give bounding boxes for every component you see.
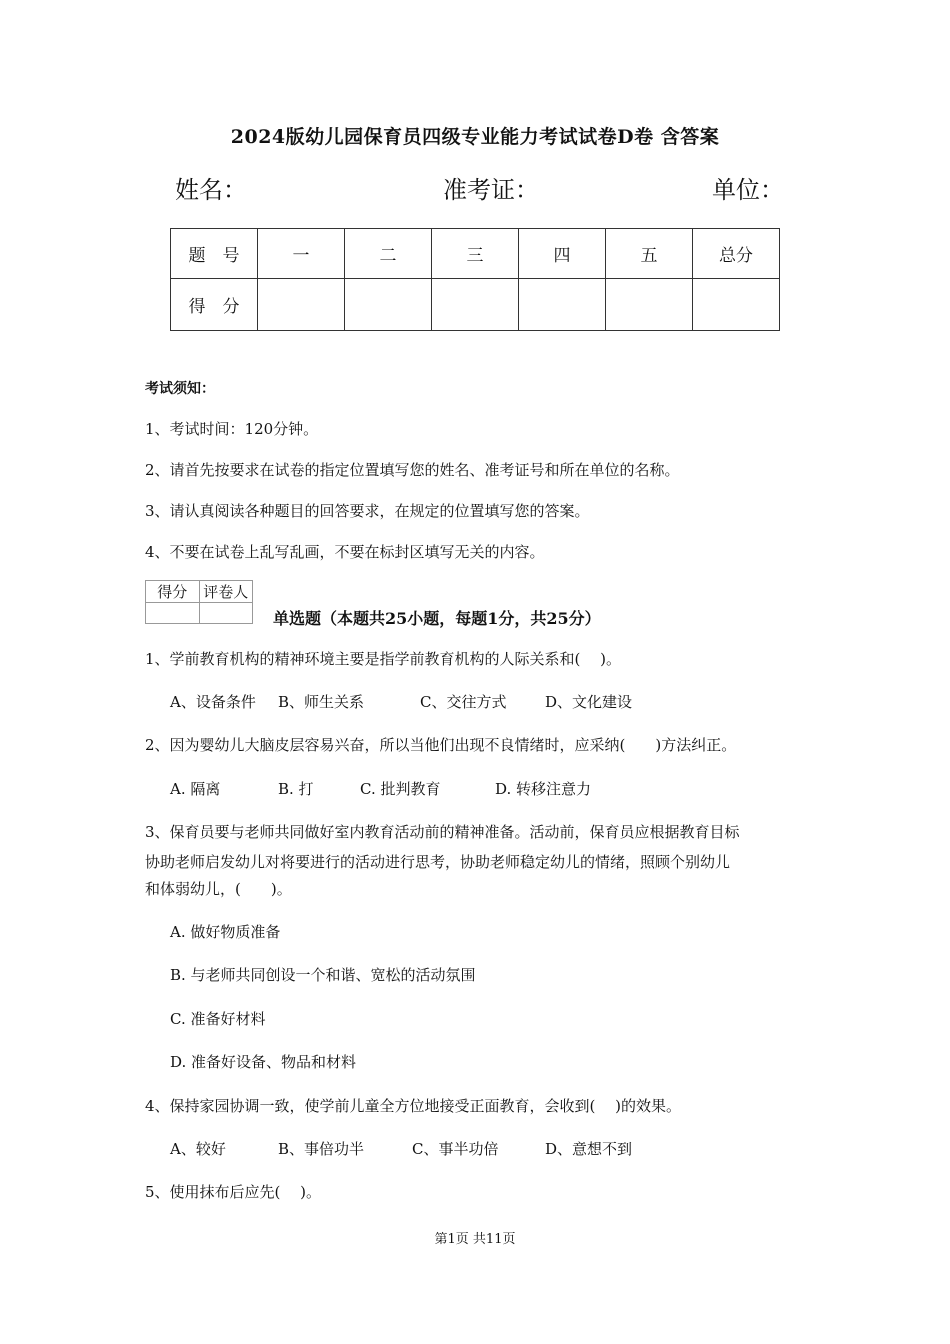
question-text-line: 和体弱幼儿，( )。 — [145, 880, 292, 898]
question-option[interactable]: C、事半功倍 — [412, 1140, 499, 1158]
score-table-cell: 得 分 — [171, 279, 258, 331]
question-option[interactable]: B、事倍功半 — [278, 1140, 365, 1158]
question-text-line: 协助老师启发幼儿对将要进行的活动进行思考，协助老师稳定幼儿的情绪，照顾个别幼儿 — [145, 853, 731, 871]
question-option[interactable]: A. 做好物质准备 — [170, 923, 281, 941]
score-table-score-row — [171, 279, 780, 331]
question-option[interactable]: D. 转移注意力 — [495, 780, 592, 798]
grader-box-grader-cell[interactable] — [199, 603, 253, 624]
score-input-cell[interactable] — [519, 279, 606, 331]
score-input-cell[interactable] — [432, 279, 519, 331]
score-table-header-row — [171, 229, 780, 279]
question-option[interactable]: B. 与老师共同创设一个和谐、宽松的活动氛围 — [170, 966, 476, 984]
score-table-cell: 五 — [606, 229, 693, 279]
section-title: 单选题（本题共25小题，每题1分，共25分） — [273, 609, 601, 628]
page-footer: 第1页 共11页 — [434, 1232, 516, 1247]
question-option[interactable]: D、文化建设 — [545, 693, 633, 711]
notice-title: 考试须知： — [145, 381, 215, 397]
question-option[interactable]: A. 隔离 — [170, 780, 221, 798]
score-input-cell[interactable] — [258, 279, 345, 331]
question-option[interactable]: C、交往方式 — [420, 693, 507, 711]
notice-item: 1、考试时间：120分钟。 — [145, 420, 319, 438]
question-text: 5、使用抹布后应先( )。 — [145, 1183, 322, 1201]
grader-box — [145, 580, 253, 624]
question-text: 1、学前教育机构的精神环境主要是指学前教育机构的人际关系和( )。 — [145, 650, 622, 668]
score-table-cell: 四 — [519, 229, 606, 279]
question-text: 4、保持家园协调一致，使学前儿童全方位地接受正面教育，会收到( )的效果。 — [145, 1097, 682, 1115]
page-title: 2024版幼儿园保育员四级专业能力考试试卷D卷 含答案 — [230, 126, 720, 148]
score-input-cell[interactable] — [345, 279, 432, 331]
score-table — [170, 228, 780, 331]
name-field-label: 姓名： — [175, 176, 247, 204]
question-text-line: 3、保育员要与老师共同做好室内教育活动前的精神准备。活动前，保育员应根据教育目标 — [145, 823, 740, 841]
grader-box-score-label: 得分 — [146, 581, 200, 603]
question-option[interactable]: C. 准备好材料 — [170, 1010, 266, 1028]
unit-field-label: 单位： — [712, 176, 784, 204]
notice-item: 4、不要在试卷上乱写乱画，不要在标封区填写无关的内容。 — [145, 543, 545, 561]
question-option[interactable]: A、较好 — [170, 1140, 226, 1158]
question-option[interactable]: C. 批判教育 — [360, 780, 441, 798]
score-table-cell: 三 — [432, 229, 519, 279]
score-input-cell[interactable] — [693, 279, 780, 331]
grader-box-score-cell[interactable] — [146, 603, 200, 624]
question-option[interactable]: A、设备条件 — [170, 693, 256, 711]
question-option[interactable]: D、意想不到 — [545, 1140, 633, 1158]
notice-item: 2、请首先按要求在试卷的指定位置填写您的姓名、准考证号和所在单位的名称。 — [145, 461, 680, 479]
score-table-cell: 二 — [345, 229, 432, 279]
exam-id-field-label: 准考证： — [443, 176, 539, 204]
notice-item: 3、请认真阅读各种题目的回答要求，在规定的位置填写您的答案。 — [145, 502, 590, 520]
question-option[interactable]: B、师生关系 — [278, 693, 365, 711]
score-table-cell: 题 号 — [171, 229, 258, 279]
question-text: 2、因为婴幼儿大脑皮层容易兴奋，所以当他们出现不良情绪时，应采纳( )方法纠正。 — [145, 736, 737, 754]
score-table-cell: 一 — [258, 229, 345, 279]
score-table-cell: 总分 — [693, 229, 780, 279]
score-input-cell[interactable] — [606, 279, 693, 331]
question-option[interactable]: D. 准备好设备、物品和材料 — [170, 1053, 357, 1071]
grader-box-grader-label: 评卷人 — [199, 581, 253, 603]
question-option[interactable]: B. 打 — [278, 780, 314, 798]
